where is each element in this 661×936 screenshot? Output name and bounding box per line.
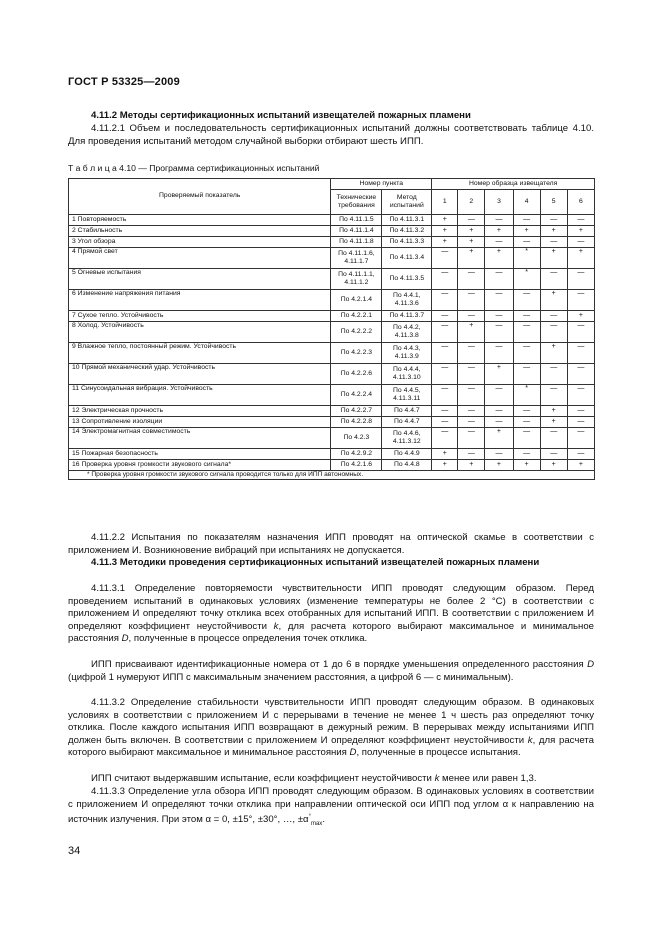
sample-4-mark: — bbox=[513, 322, 540, 343]
sample-5-mark: — bbox=[540, 311, 567, 322]
sample-1-mark: + bbox=[432, 449, 458, 460]
sample-1-mark: — bbox=[432, 322, 458, 343]
sample-6-mark: — bbox=[567, 428, 594, 449]
sample-5-mark: — bbox=[540, 449, 567, 460]
row-test-method: По 4.4.7 bbox=[382, 406, 432, 417]
header-tech-req: Технические требования bbox=[331, 190, 382, 215]
table-row bbox=[69, 385, 595, 406]
sample-6-mark: — bbox=[567, 406, 594, 417]
table-row bbox=[69, 215, 595, 226]
sample-6-mark: + bbox=[567, 460, 594, 471]
row-indicator: 15 Пожарная безопасность bbox=[69, 449, 331, 460]
row-indicator: 16 Проверка уровня громкости звукового сигнала* bbox=[69, 460, 331, 471]
row-indicator: 11 Синусоидальная вибрация. Устойчивость bbox=[69, 385, 331, 406]
table-body bbox=[69, 215, 595, 471]
table-row bbox=[69, 343, 595, 364]
row-test-method: По 4.4.2, 4.11.3.8 bbox=[382, 322, 432, 343]
sample-1-mark: — bbox=[432, 248, 458, 269]
sample-5-mark: — bbox=[540, 428, 567, 449]
row-test-method: По 4.4.9 bbox=[382, 449, 432, 460]
sample-1-mark: + bbox=[432, 237, 458, 248]
row-indicator: 9 Влажное тепло, постоянный режим. Устойчивость bbox=[69, 343, 331, 364]
sample-4-mark: * bbox=[513, 269, 540, 290]
sample-3-mark: + bbox=[485, 364, 513, 385]
sample-6-mark: + bbox=[567, 226, 594, 237]
row-test-method: По 4.4.6, 4.11.3.12 bbox=[382, 428, 432, 449]
standard-header: ГОСТ Р 53325—2009 bbox=[68, 76, 180, 88]
sample-2-mark: — bbox=[458, 215, 485, 226]
row-indicator: 10 Прямой механический удар. Устойчивость bbox=[69, 364, 331, 385]
sample-6-mark: + bbox=[567, 311, 594, 322]
sample-1-mark: — bbox=[432, 406, 458, 417]
sample-1-mark: + bbox=[432, 460, 458, 471]
sample-4-mark: — bbox=[513, 237, 540, 248]
sample-2-mark: — bbox=[458, 311, 485, 322]
row-tech-req: По 4.2.1.6 bbox=[331, 460, 382, 471]
table-row bbox=[69, 428, 595, 449]
header-sample-6: 6 bbox=[567, 190, 594, 215]
sample-1-mark: — bbox=[432, 311, 458, 322]
table-row bbox=[69, 406, 595, 417]
paragraph-4-11-3-3: 4.11.3.3 Определение угла обзора ИПП проводят следующим образом. В одинаковых условиях в соответствии с приложением И определяют точки отклика при направлении оптической оси ИПП под углом α к направлению на источник излучения. При этом α = 0, ±15°, ±30°, …, $\pm\alpha^\circ_{max}$. bbox=[68, 786, 594, 828]
sample-2-mark: + bbox=[458, 248, 485, 269]
sample-6-mark: — bbox=[567, 322, 594, 343]
row-indicator: 14 Электромагнитная совместимость bbox=[69, 428, 331, 449]
sample-3-mark: — bbox=[485, 406, 513, 417]
header-sample-3: 3 bbox=[485, 190, 513, 215]
row-indicator: 8 Холод. Устойчивость bbox=[69, 322, 331, 343]
table-row bbox=[69, 364, 595, 385]
sample-5-mark: — bbox=[540, 322, 567, 343]
row-indicator: 12 Электрическая прочность bbox=[69, 406, 331, 417]
sample-4-mark: — bbox=[513, 428, 540, 449]
header-clause-number: Номер пункта bbox=[331, 179, 432, 190]
sample-2-mark: — bbox=[458, 428, 485, 449]
sample-5-mark: + bbox=[540, 226, 567, 237]
sample-3-mark: — bbox=[485, 322, 513, 343]
sample-2-mark: + bbox=[458, 237, 485, 248]
table-row bbox=[69, 226, 595, 237]
paragraph-4-11-2-1: 4.11.2.1 Объем и последовательность сертификационных испытаний должны соответствовать таблице 4.10. Для проведения испытаний методом случайной выборки отбирают шесть ИПП. bbox=[68, 123, 594, 147]
sample-4-mark: — bbox=[513, 364, 540, 385]
section-heading-4-11-3: 4.11.3 Методики проведения сертификационных испытаний извещателей пожарных пламени bbox=[91, 557, 540, 568]
row-test-method: По 4.11.3.2 bbox=[382, 226, 432, 237]
row-test-method: По 4.11.3.7 bbox=[382, 311, 432, 322]
row-test-method: По 4.11.3.3 bbox=[382, 237, 432, 248]
table-row bbox=[69, 417, 595, 428]
sample-5-mark: + bbox=[540, 290, 567, 311]
row-tech-req: По 4.11.1.8 bbox=[331, 237, 382, 248]
sample-4-mark: — bbox=[513, 343, 540, 364]
sample-5-mark: + bbox=[540, 460, 567, 471]
sample-1-mark: — bbox=[432, 290, 458, 311]
sample-5-mark: + bbox=[540, 417, 567, 428]
row-tech-req: По 4.2.2.6 bbox=[331, 364, 382, 385]
paragraph-identification: ИПП присваивают идентификационные номера от 1 до 6 в порядке уменьшения определенного расстояния D (цифрой 1 нумеруют ИПП с максимальным значением расстояния, а цифрой 6 — с минимальным). bbox=[68, 659, 594, 683]
header-test-method: Метод испытаний bbox=[382, 190, 432, 215]
paragraph-4-11-2-2: 4.11.2.2 Испытания по показателям назначения ИПП проводят на оптической скамье в соответствии с приложением И. Возникновение вибраций при испытаниях не допускается. bbox=[68, 532, 594, 556]
sample-3-mark: — bbox=[485, 417, 513, 428]
sample-2-mark: — bbox=[458, 449, 485, 460]
row-tech-req: По 4.11.1.4 bbox=[331, 226, 382, 237]
sample-1-mark: — bbox=[432, 269, 458, 290]
row-indicator: 7 Сухое тепло. Устойчивость bbox=[69, 311, 331, 322]
sample-5-mark: + bbox=[540, 343, 567, 364]
table-row bbox=[69, 237, 595, 248]
sample-6-mark: + bbox=[567, 248, 594, 269]
row-tech-req: По 4.2.9.2 bbox=[331, 449, 382, 460]
table-row bbox=[69, 248, 595, 269]
sample-1-mark: — bbox=[432, 428, 458, 449]
sample-2-mark: — bbox=[458, 385, 485, 406]
row-test-method: По 4.4.1, 4.11.3.6 bbox=[382, 290, 432, 311]
sample-4-mark: — bbox=[513, 311, 540, 322]
table-row bbox=[69, 290, 595, 311]
row-tech-req: По 4.2.1.4 bbox=[331, 290, 382, 311]
row-indicator: 2 Стабильность bbox=[69, 226, 331, 237]
sample-4-mark: * bbox=[513, 385, 540, 406]
sample-5-mark: — bbox=[540, 385, 567, 406]
header-sample-number: Номер образца извещателя bbox=[432, 179, 595, 190]
header-sample-1: 1 bbox=[432, 190, 458, 215]
sample-3-mark: — bbox=[485, 269, 513, 290]
row-tech-req: По 4.2.2.3 bbox=[331, 343, 382, 364]
sample-3-mark: — bbox=[485, 385, 513, 406]
sample-2-mark: — bbox=[458, 343, 485, 364]
paragraph-4-11-3-2: 4.11.3.2 Определение стабильности чувствительности ИПП проводят следующим образом. В одинаковых условиях в соответствии с приложением И с перерывами в течение не менее 1 ч шесть раз определяют точку отклика. После каждого испытания ИПП возвращают в дежурный режим. В перерывах между испытаниями ИПП должен быть включен. В соответствии с приложением И определяют коэффициент неустойчивости k, для расчета которого выбирают максимальное и минимальное расстояния D, полученные в процессе испытания. bbox=[68, 697, 594, 759]
row-indicator: 1 Повторяемость bbox=[69, 215, 331, 226]
sample-6-mark: — bbox=[567, 449, 594, 460]
row-indicator: 4 Прямой свет bbox=[69, 248, 331, 269]
row-indicator: 13 Сопротивление изоляции bbox=[69, 417, 331, 428]
sample-1-mark: — bbox=[432, 364, 458, 385]
sample-4-mark: * bbox=[513, 248, 540, 269]
table-row bbox=[69, 311, 595, 322]
sample-2-mark: — bbox=[458, 406, 485, 417]
row-test-method: По 4.4.3, 4.11.3.9 bbox=[382, 343, 432, 364]
table-row bbox=[69, 449, 595, 460]
table-row bbox=[69, 269, 595, 290]
row-tech-req: По 4.11.1.1, 4.11.1.2 bbox=[331, 269, 382, 290]
table-row bbox=[69, 460, 595, 471]
sample-3-mark: — bbox=[485, 343, 513, 364]
sample-5-mark: — bbox=[540, 269, 567, 290]
sample-4-mark: + bbox=[513, 226, 540, 237]
header-indicator: Проверяемый показатель bbox=[69, 179, 331, 215]
sample-3-mark: — bbox=[485, 311, 513, 322]
sample-4-mark: — bbox=[513, 406, 540, 417]
row-tech-req: По 4.2.2.7 bbox=[331, 406, 382, 417]
sample-3-mark: — bbox=[485, 237, 513, 248]
row-tech-req: По 4.2.2.8 bbox=[331, 417, 382, 428]
row-test-method: По 4.4.7 bbox=[382, 417, 432, 428]
sample-4-mark: — bbox=[513, 215, 540, 226]
sample-1-mark: — bbox=[432, 385, 458, 406]
sample-6-mark: — bbox=[567, 364, 594, 385]
sample-2-mark: — bbox=[458, 269, 485, 290]
row-indicator: 5 Огневые испытания bbox=[69, 269, 331, 290]
sample-2-mark: — bbox=[458, 364, 485, 385]
sample-6-mark: — bbox=[567, 269, 594, 290]
sample-5-mark: — bbox=[540, 364, 567, 385]
sample-6-mark: — bbox=[567, 343, 594, 364]
table-row bbox=[69, 322, 595, 343]
sample-2-mark: — bbox=[458, 290, 485, 311]
sample-1-mark: + bbox=[432, 215, 458, 226]
sample-6-mark: — bbox=[567, 417, 594, 428]
sample-2-mark: + bbox=[458, 460, 485, 471]
row-tech-req: По 4.2.2.4 bbox=[331, 385, 382, 406]
sample-3-mark: — bbox=[485, 290, 513, 311]
sample-1-mark: — bbox=[432, 417, 458, 428]
header-sample-4: 4 bbox=[513, 190, 540, 215]
section-heading-4-11-2: 4.11.2 Методы сертификационных испытаний извещателей пожарных пламени bbox=[91, 110, 471, 121]
row-tech-req: По 4.2.2.2 bbox=[331, 322, 382, 343]
row-tech-req: По 4.11.1.6, 4.11.1.7 bbox=[331, 248, 382, 269]
sample-5-mark: + bbox=[540, 248, 567, 269]
header-sample-5: 5 bbox=[540, 190, 567, 215]
sample-5-mark: — bbox=[540, 237, 567, 248]
sample-4-mark: — bbox=[513, 290, 540, 311]
sample-3-mark: + bbox=[485, 460, 513, 471]
sample-3-mark: + bbox=[485, 226, 513, 237]
row-test-method: По 4.11.3.5 bbox=[382, 269, 432, 290]
sample-5-mark: + bbox=[540, 406, 567, 417]
sample-2-mark: — bbox=[458, 417, 485, 428]
sample-3-mark: — bbox=[485, 449, 513, 460]
header-sample-2: 2 bbox=[458, 190, 485, 215]
sample-4-mark: — bbox=[513, 449, 540, 460]
sample-2-mark: + bbox=[458, 322, 485, 343]
sample-1-mark: + bbox=[432, 226, 458, 237]
row-tech-req: По 4.11.1.5 bbox=[331, 215, 382, 226]
sample-6-mark: — bbox=[567, 237, 594, 248]
table-footnote: * Проверка уровня громкости звукового сигнала проводится только для ИПП автономных. bbox=[69, 471, 595, 480]
row-test-method: По 4.11.3.4 bbox=[382, 248, 432, 269]
sample-3-mark: — bbox=[485, 215, 513, 226]
sample-6-mark: — bbox=[567, 290, 594, 311]
sample-3-mark: + bbox=[485, 248, 513, 269]
row-tech-req: По 4.2.3 bbox=[331, 428, 382, 449]
sample-6-mark: — bbox=[567, 385, 594, 406]
row-test-method: По 4.4.8 bbox=[382, 460, 432, 471]
sample-4-mark: — bbox=[513, 417, 540, 428]
page-number: 34 bbox=[68, 845, 81, 857]
certification-test-table bbox=[68, 178, 595, 480]
paragraph-pass-criterion: ИПП считают выдержавшим испытание, если коэффициент неустойчивости k менее или равен 1,3. bbox=[91, 773, 537, 784]
sample-3-mark: + bbox=[485, 428, 513, 449]
row-test-method: По 4.11.3.1 bbox=[382, 215, 432, 226]
sample-4-mark: + bbox=[513, 460, 540, 471]
row-tech-req: По 4.2.2.1 bbox=[331, 311, 382, 322]
row-test-method: По 4.4.5, 4.11.3.11 bbox=[382, 385, 432, 406]
sample-2-mark: + bbox=[458, 226, 485, 237]
sample-1-mark: — bbox=[432, 343, 458, 364]
sample-6-mark: — bbox=[567, 215, 594, 226]
row-indicator: 3 Угол обзора bbox=[69, 237, 331, 248]
row-indicator: 6 Изменение напряжения питания bbox=[69, 290, 331, 311]
sample-5-mark: — bbox=[540, 215, 567, 226]
row-test-method: По 4.4.4, 4.11.3.10 bbox=[382, 364, 432, 385]
table-caption: Т а б л и ц а 4.10 — Программа сертификационных испытаний bbox=[68, 163, 320, 173]
paragraph-4-11-3-1: 4.11.3.1 Определение повторяемости чувствительности ИПП проводят следующим образом. Перед проведением испытаний в одинаковых условиях (изменение температуры не более 2 °С) в соответствии с приложением И определяют точку отклика всех отобранных для испытаний ИПП. В соответствии с приложением И определяют коэффициент неустойчивости k, для расчета которого выбирают максимальное и минимальное расстояния D, полученные в процессе определения точек отклика. bbox=[68, 583, 595, 645]
